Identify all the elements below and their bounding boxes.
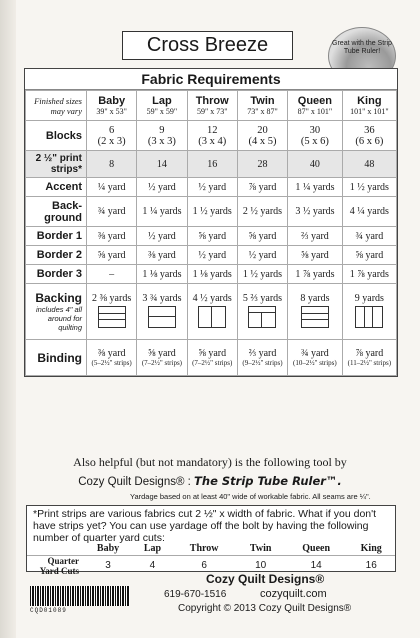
row-label: Border 2 [26, 246, 87, 265]
sizes-note: Finished sizes may vary [26, 91, 87, 121]
table-cell: 4 ½ yards [187, 284, 237, 340]
table-cell: 48 [342, 151, 396, 178]
table-cell: 14 [310, 560, 322, 571]
table-cell: ⅝ yard [342, 246, 396, 265]
brand-name: Cozy Quilt Designs® [206, 572, 325, 586]
table-cell: ½ yard [137, 178, 187, 197]
table-cell: – [87, 265, 137, 284]
table-cell: 20 (4 x 5) [237, 121, 287, 151]
tool-line [0, 474, 420, 488]
row-label: 2 ½" print strips* [26, 151, 87, 178]
table-cell: ⅜ yard [87, 227, 137, 246]
tool-line-prefix: Cozy Quilt Designs® : [78, 476, 191, 488]
table-cell: 1 ⅛ yards [137, 265, 187, 284]
table-cell: 30 (5 x 6) [288, 121, 343, 151]
strips-note: *Print strips are various fabrics cut 2 ½" x width of fabric. What if you don't have strips yet? You can use yardage off the bolt by having the following number of quarter yard cuts: [33, 508, 377, 544]
table-cell: ½ yard [187, 246, 237, 265]
table-cell: ⅔ yard [288, 227, 343, 246]
fabric-heading: Fabric Requirements [25, 69, 397, 90]
table-cell: 28 [237, 151, 287, 178]
table-cell: 8 yards [288, 284, 343, 340]
table-cell: 6 [201, 560, 207, 571]
backing-seam-icon [148, 306, 176, 328]
size-col: Baby 39" x 53" [87, 91, 137, 121]
table-cell: ⅔ yard (9–2½" strips) [237, 340, 287, 376]
table-cell: 1 ⅛ yards [187, 265, 237, 284]
table-cell: 1 ½ yards [342, 178, 396, 197]
backing-seam-icon [248, 306, 276, 328]
table-cell: ½ yard [237, 246, 287, 265]
table-cell: 3 ¾ yards [137, 284, 187, 340]
size-col: King [360, 542, 382, 554]
size-col: Lap [143, 542, 162, 554]
backing-seam-icon [198, 306, 226, 328]
row-label: Binding [26, 340, 87, 376]
page-title: Cross Breeze [122, 31, 293, 60]
table-cell: ⅜ yard (5–2½" strips) [87, 340, 137, 376]
table-cell: 9 yards [342, 284, 396, 340]
backing-seam-icon [355, 306, 383, 328]
also-helpful-text: Also helpful (but not mandatory) is the following tool by [73, 455, 347, 469]
table-cell: 2 ⅜ yards [87, 284, 137, 340]
table-cell: ¾ yard [342, 227, 396, 246]
table-cell: 16 [187, 151, 237, 178]
table-cell: ½ yard [187, 178, 237, 197]
table-cell: ⅝ yard [288, 246, 343, 265]
table-cell: 12 (3 x 4) [187, 121, 237, 151]
table-cell: 36 (6 x 6) [342, 121, 396, 151]
phone-number: 619-670-1516 [164, 589, 227, 600]
size-col: King 101" x 101" [342, 91, 396, 121]
backing-seam-icon [98, 306, 126, 328]
table-cell: 1 ¼ yards [288, 178, 343, 197]
size-col: Lap 59" x 59" [137, 91, 187, 121]
row-label: Border 1 [26, 227, 87, 246]
table-cell: 10 [255, 560, 267, 571]
barcode [30, 586, 130, 606]
table-cell: 1 ⅞ yards [342, 265, 396, 284]
size-col: Baby [96, 542, 120, 554]
website: cozyquilt.com [260, 588, 327, 600]
row-label: Border 3 [26, 265, 87, 284]
table-cell: 3 [105, 560, 111, 571]
table-cell: ¾ yard [87, 197, 137, 227]
backing-label-cell [26, 284, 87, 340]
size-col: Twin 73" x 87" [237, 91, 287, 121]
table-cell: ¼ yard [87, 178, 137, 197]
table-cell: 9 (3 x 3) [137, 121, 187, 151]
table-cell: 1 ⅞ yards [288, 265, 343, 284]
table-cell: 1 ½ yards [187, 197, 237, 227]
table-cell: 5 ⅔ yards [237, 284, 287, 340]
table-cell: 6 (2 x 3) [87, 121, 137, 151]
badge-text: Great with the Strip Tube Ruler! [332, 40, 392, 55]
table-cell: ⅜ yard [137, 246, 187, 265]
tool-name: The Strip Tube Ruler™. [194, 474, 342, 488]
barcode-number: CQD01089 [30, 607, 67, 614]
table-cell: ⅝ yard (7–2½" strips) [137, 340, 187, 376]
quarter-cuts-box [26, 505, 396, 576]
row-label: Backing [35, 291, 82, 305]
size-col: Queen 87" x 101" [288, 91, 343, 121]
row-label: Blocks [26, 121, 87, 151]
table-cell: 8 [87, 151, 137, 178]
fabric-requirements-table [24, 68, 398, 377]
row-label: Accent [26, 178, 87, 197]
table-cell: 40 [288, 151, 343, 178]
copyright: Copyright © 2013 Cozy Quilt Designs® [178, 603, 352, 614]
backing-note: includes 4" all around for quilting [35, 305, 82, 332]
table-cell: 4 [149, 560, 156, 571]
backing-seam-icon [301, 306, 329, 328]
size-col: Twin [249, 542, 272, 554]
row-label: Quarter Yard Cuts [39, 555, 79, 576]
table-cell: 1 ½ yards [237, 265, 287, 284]
yardage-note: Yardage based on at least 40" wide of workable fabric. All seams are ¼". [130, 492, 371, 501]
table-cell: 2 ½ yards [237, 197, 287, 227]
table-cell: 16 [365, 560, 377, 571]
size-col: Throw [189, 542, 219, 554]
table-cell: 14 [137, 151, 187, 178]
table-cell: ⅝ yard [187, 227, 237, 246]
table-cell: ⅞ yard [237, 178, 287, 197]
row-label: Back-ground [26, 197, 87, 227]
table-cell: 3 ½ yards [288, 197, 343, 227]
table-cell: ⅝ yard (7–2½" strips) [187, 340, 237, 376]
table-cell: ⅝ yard [237, 227, 287, 246]
size-col: Queen [302, 542, 331, 554]
table-cell: ⅝ yard [87, 246, 137, 265]
blank-cell [27, 542, 83, 555]
table-cell: ⅞ yard (11–2½" strips) [342, 340, 396, 376]
size-col: Throw 59" x 73" [187, 91, 237, 121]
table-cell: 1 ¼ yards [137, 197, 187, 227]
table-cell: ¾ yard (10–2½" strips) [288, 340, 343, 376]
table-cell: 4 ¼ yards [342, 197, 396, 227]
table-cell: ½ yard [137, 227, 187, 246]
